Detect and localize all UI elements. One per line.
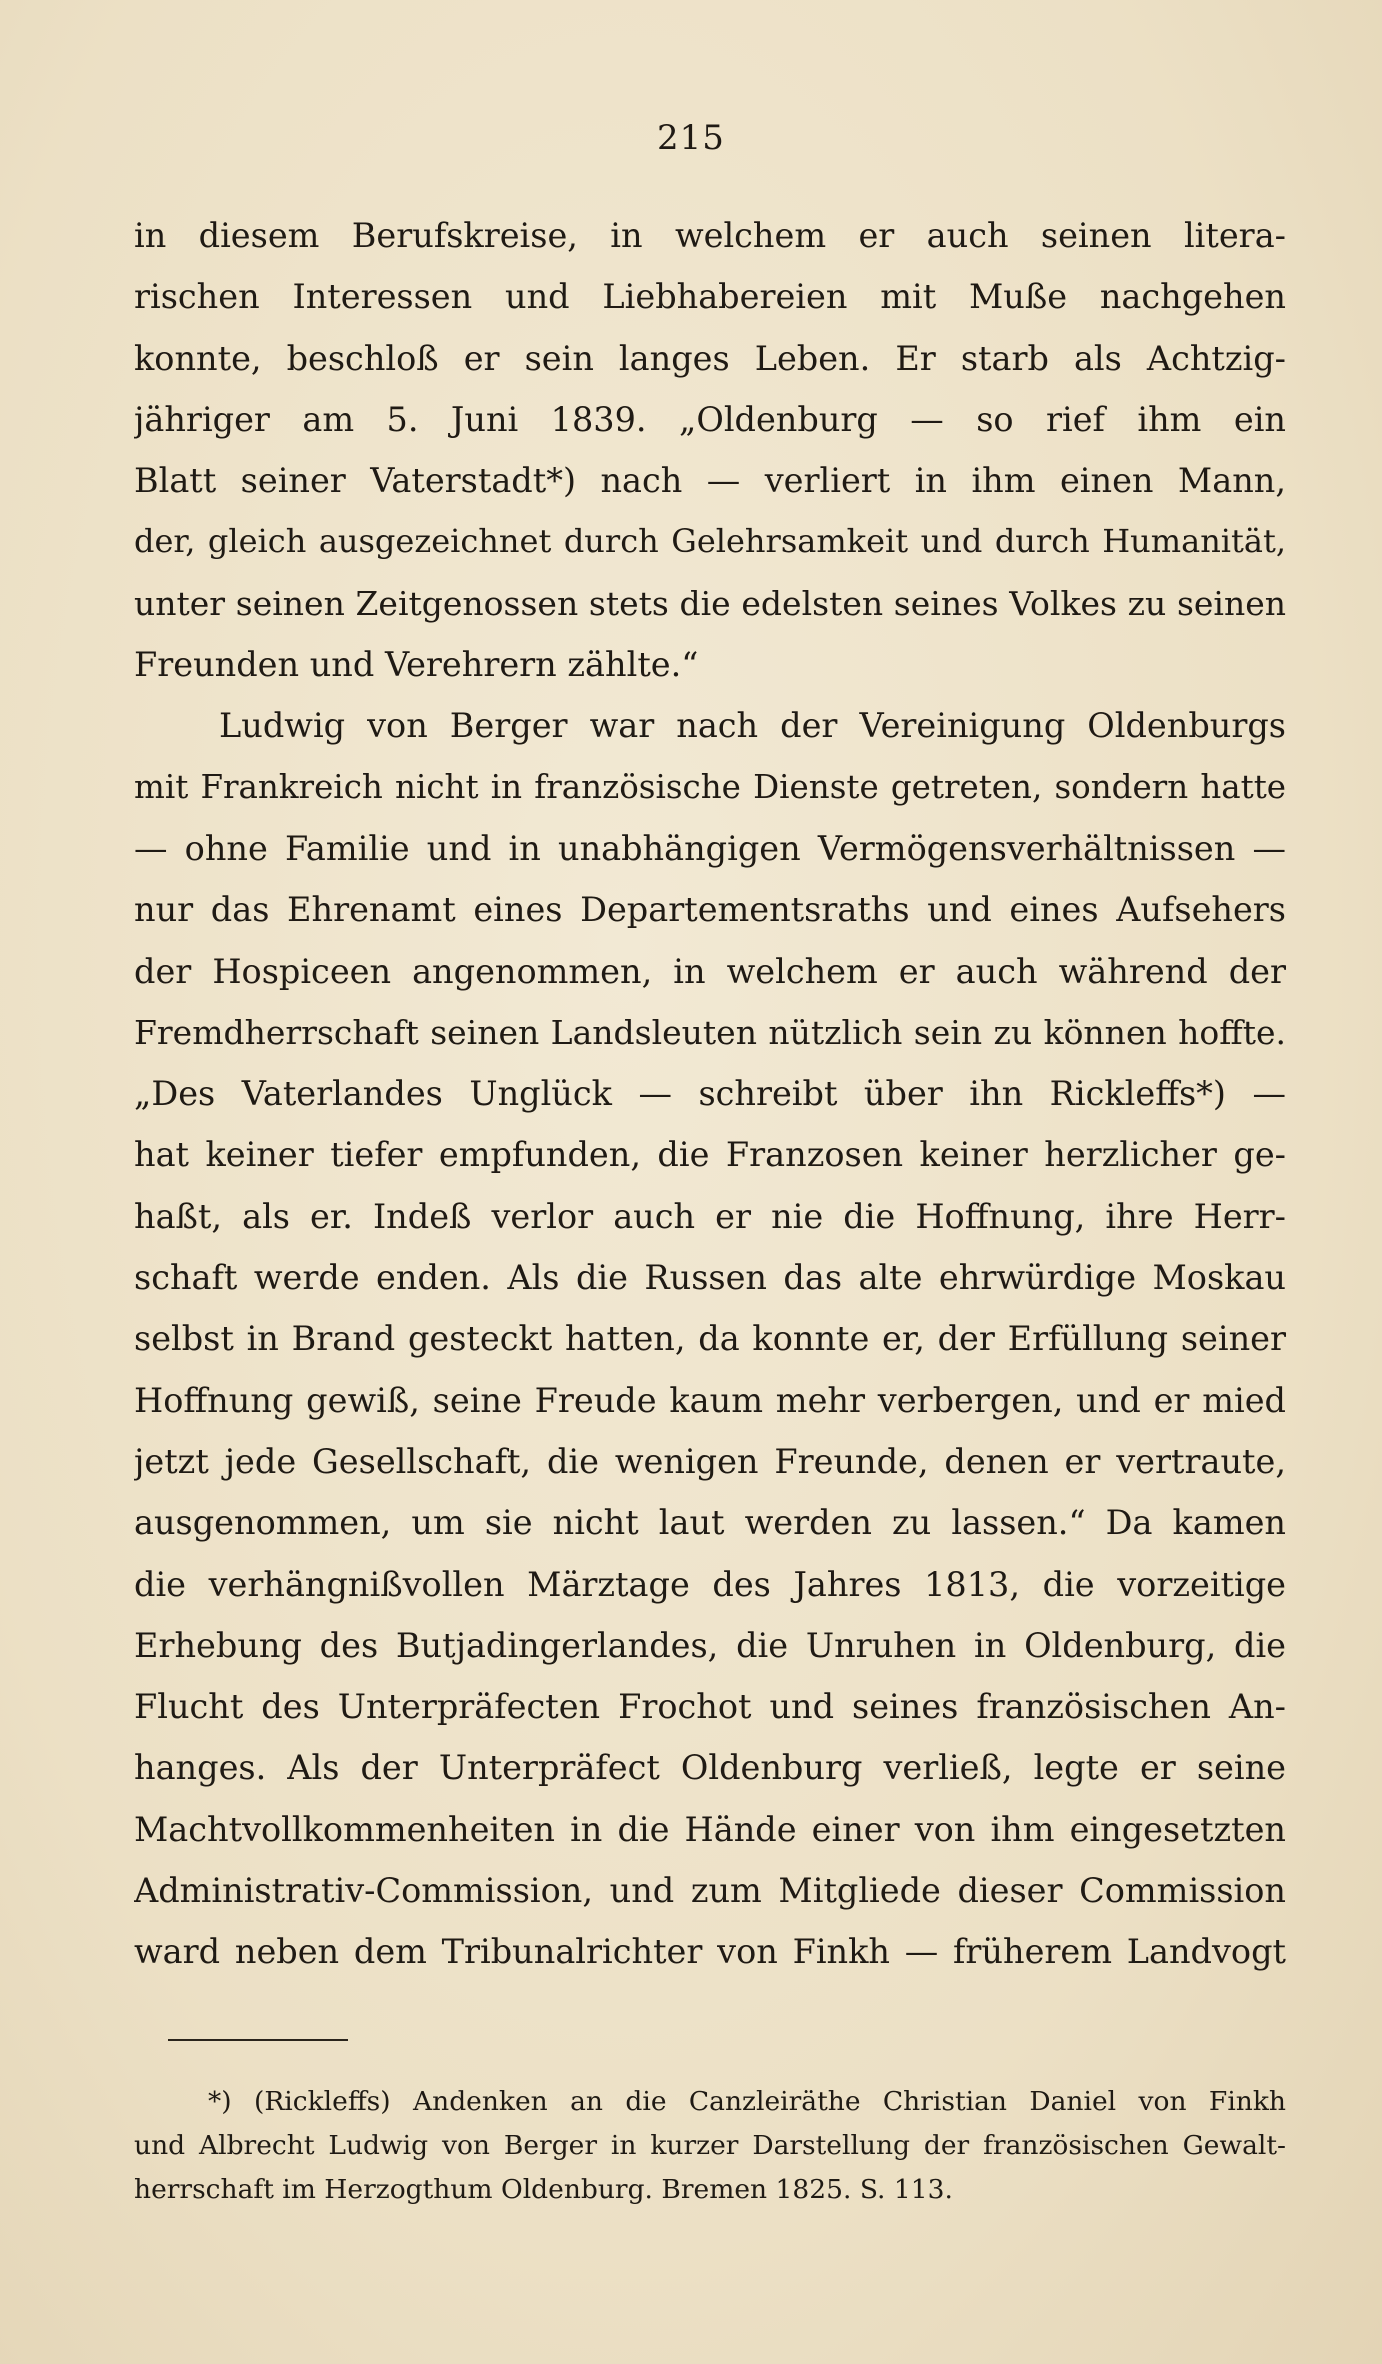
text-line: der Hospiceen angenommen, in welchem er auch während der <box>134 951 1286 991</box>
text-line: jetzt jede Gesellschaft, die wenigen Freunde, denen er vertraute, <box>134 1441 1286 1481</box>
text-line: nur das Ehrenamt eines Departementsraths und eines Aufsehers <box>134 890 1286 930</box>
text-line: ward neben dem Tribunalrichter von Finkh — früherem Landvogt <box>134 1932 1286 1972</box>
footnote <box>134 2080 1286 2212</box>
body-text <box>134 205 1286 1983</box>
text-line: selbst in Brand gesteckt hatten, da konnte er, der Erfüllung seiner <box>134 1319 1286 1359</box>
text-line: jähriger am 5. Juni 1839. „Oldenburg — so rief ihm ein <box>134 399 1286 439</box>
text-line: — ohne Familie und in unabhängigen Vermögensverhältnissen — <box>134 828 1286 868</box>
text-line: haßt, als er. Indeß verlor auch er nie die Hoffnung, ihre Herr- <box>134 1196 1286 1236</box>
text-line: unter seinen Zeitgenossen stets die edelsten seines Volkes zu seinen <box>134 583 1286 623</box>
text-line: ausgenommen, um sie nicht laut werden zu lassen.“ Da kamen <box>134 1503 1286 1543</box>
paragraph-start-line: Ludwig von Berger war nach der Vereinigung Oldenburgs <box>219 706 1286 746</box>
text-line: in diesem Berufskreise, in welchem er auch seinen litera- <box>134 216 1286 255</box>
text-line: Hoffnung gewiß, seine Freude kaum mehr verbergen, und er mied <box>134 1380 1286 1420</box>
text-line: hanges. Als der Unterpräfect Oldenburg verließ, legte er seine <box>134 1748 1286 1788</box>
text-line: mit Frankreich nicht in französische Dienste getreten, sondern hatte <box>134 767 1286 806</box>
text-line: Machtvollkommenheiten in die Hände einer von ihm eingesetzten <box>134 1809 1286 1849</box>
text-line: Erhebung des Butjadingerlandes, die Unruhen in Oldenburg, die <box>134 1625 1286 1665</box>
text-line: Administrativ-Commission, und zum Mitgliede dieser Commission <box>134 1871 1286 1911</box>
text-line: Blatt seiner Vaterstadt*) nach — verliert in ihm einen Mann, <box>134 461 1286 501</box>
footnote-rule <box>168 2039 348 2041</box>
text-line: Flucht des Unterpräfecten Frochot und seines französischen An- <box>134 1687 1286 1727</box>
text-line: Freunden und Verehrern zählte.“ <box>134 645 699 685</box>
text-line: die verhängnißvollen Märztage des Jahres 1813, die vorzeitige <box>134 1564 1286 1604</box>
text-line: „Des Vaterlandes Unglück — schreibt über ihn Rickleffs*) — <box>134 1074 1286 1114</box>
text-line: rischen Interessen und Liebhabereien mit Muße nachgehen <box>134 277 1286 317</box>
footnote-line: *) (Rickleffs) Andenken an die Canzleiräthe Christian Daniel von Finkh <box>208 2086 1286 2117</box>
footnote-line: herrschaft im Herzogthum Oldenburg. Bremen 1825. S. 113. <box>134 2174 953 2205</box>
text-line: schaft werde enden. Als die Russen das alte ehrwürdige Moskau <box>134 1258 1286 1298</box>
text-line: der, gleich ausgezeichnet durch Gelehrsamkeit und durch Humanität, <box>134 522 1286 561</box>
page-number: 215 <box>657 118 725 158</box>
text-line: konnte, beschloß er sein langes Leben. Er starb als Achtzig- <box>134 338 1286 378</box>
footnote-line: und Albrecht Ludwig von Berger in kurzer Darstellung der französischen Gewalt- <box>134 2130 1286 2161</box>
text-line: Fremdherrschaft seinen Landsleuten nützlich sein zu können hoffte. <box>134 1012 1286 1052</box>
text-line: hat keiner tiefer empfunden, die Franzosen keiner herzlicher ge- <box>134 1135 1286 1175</box>
